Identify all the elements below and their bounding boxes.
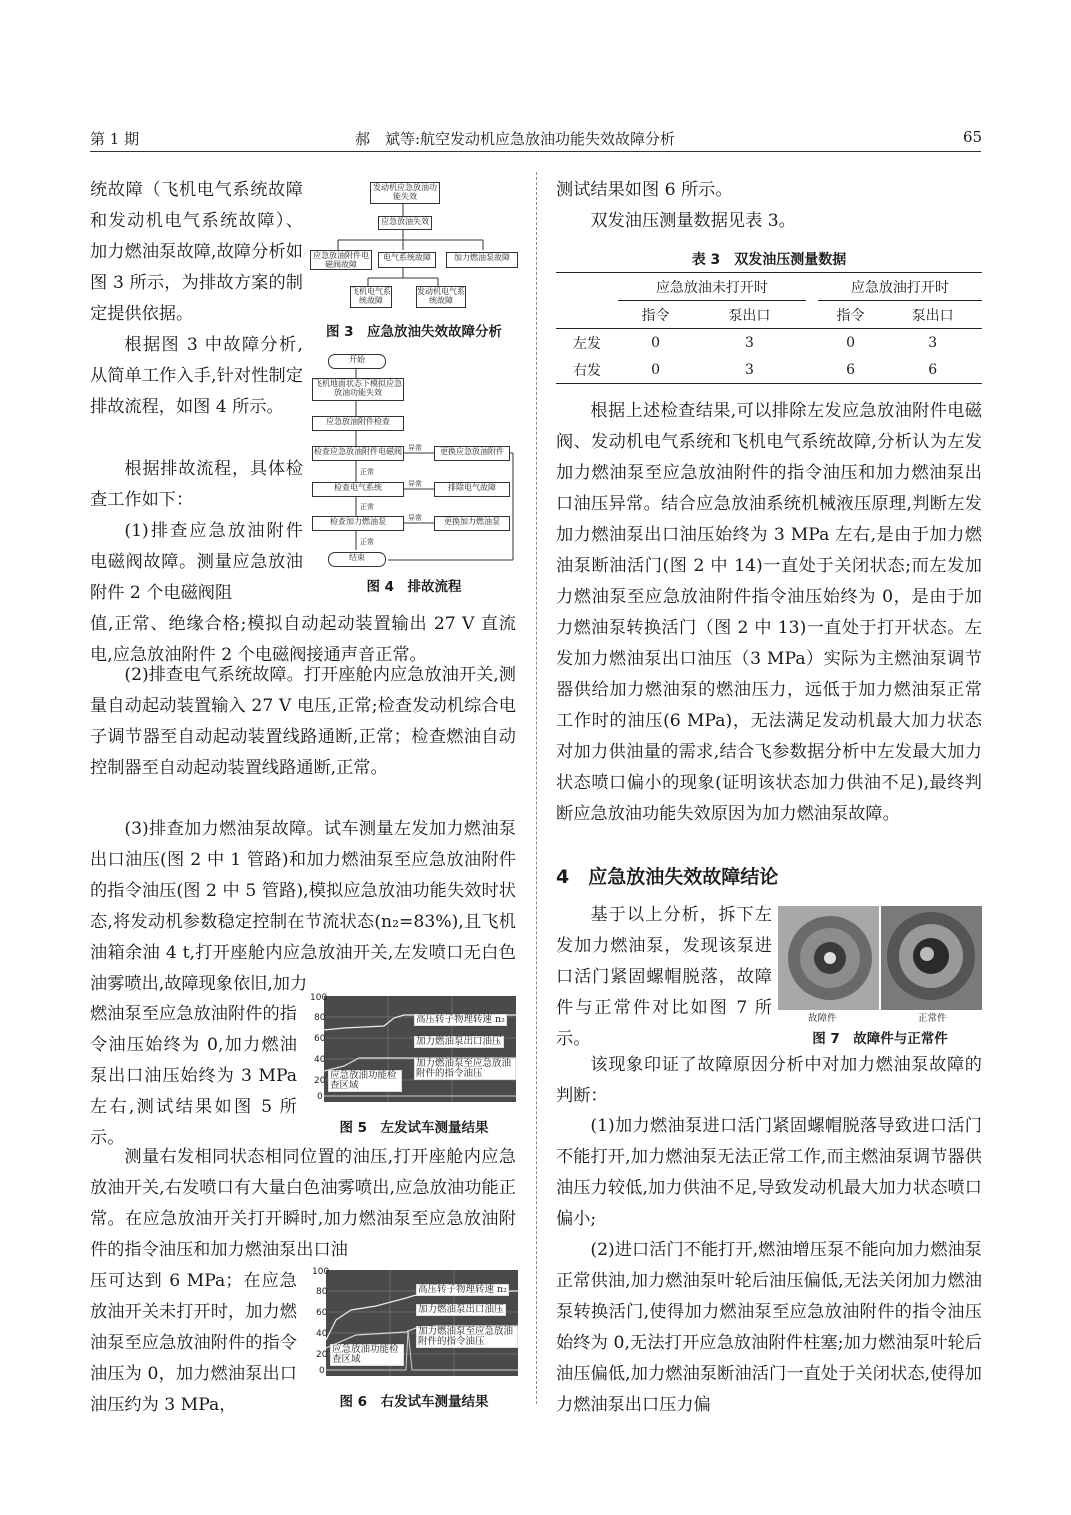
table-gap [806, 301, 818, 329]
fig6-label-check-area: 应急放油功能检查区域 [330, 1344, 404, 1366]
fig4-end: 结束 [328, 552, 386, 567]
table-cell: 6 [846, 361, 856, 378]
page-number: 65 [963, 128, 983, 146]
figure-5-caption: 图 5 左发试车测量结果 [339, 1120, 489, 1136]
left-para-2: 根据图 3 中故障分析,从简单工作入手,针对性制定排故流程，如图 4 所示。 [90, 335, 303, 417]
right-para-5: 该现象印证了故障原因分析中对加力燃油泵故障的判断： [556, 1055, 982, 1106]
fig6-ytick: 20 [316, 1350, 328, 1360]
fig7-label-faulty: 故障件 [808, 1013, 837, 1024]
table-row [556, 356, 982, 384]
fig4-step-1: 飞机地面状态下模拟应急放油功能失效 [312, 378, 404, 401]
fig4-step-5: 检查加力燃油泵 [312, 516, 404, 531]
fig5-label-command: 加力燃油泵至应急放油附件的指令油压 [414, 1058, 516, 1080]
figure-5-plot [306, 993, 516, 1112]
fig6-xtick: 10:16:00 [396, 1376, 437, 1386]
right-para-6: (1)加力燃油泵进口活门紧固螺帽脱落导致进口活门不能打开,加力燃油泵无法正常工作,而主燃油泵调节器供油压力较低,加力供油不足,导致发动机最大加力状态喷口偏小; [556, 1116, 982, 1229]
right-para-2: 双发油压测量数据见表 3。 [590, 211, 796, 231]
fig5-ytick: 20 [314, 1076, 326, 1086]
fig4-bad-3: 异常 [408, 514, 422, 522]
table-cell: 3 [744, 361, 754, 378]
fig4-ok-2: 正常 [360, 503, 374, 511]
table-subheader: 指令 [641, 307, 670, 324]
table-row-name: 右发 [573, 362, 601, 379]
right-para-1: 测试结果如图 6 所示。 [556, 180, 733, 200]
fig4-start: 开始 [328, 354, 386, 369]
fig6-ytick: 0 [319, 1366, 325, 1376]
left-para-6: (3)排查加力燃油泵故障。试车测量左发加力燃油泵出口油压(图 2 中 1 管路)和加力燃油泵至应急放油附件的指令油压(图 2 中 5 管路),模拟应急放油功能失效时状态,将发动机参数稳定控制在节流状态(n₂=83%),且飞机油箱余油 4 t,打开座舱内应急放油开关,左发喷口无白色油雾喷出,故障现象依旧,加力 [90, 819, 516, 994]
fig5-xtick: 09:00:00 [394, 1102, 435, 1112]
table-cell: 3 [744, 334, 754, 351]
fig7-faulty-part [778, 906, 879, 1010]
table-cell: 0 [846, 334, 856, 351]
fig3-child-1: 飞机电气系统故障 [350, 286, 392, 308]
table-corner [556, 273, 618, 301]
fig4-bad-1: 异常 [408, 444, 422, 452]
left-para-8: 测量右发相同状态相同位置的油压,打开座舱内应急放油开关,右发喷口有大量白色油雾喷出,应急放油功能正常。在应急放油开关打开瞬时,加力燃油泵至应急放油附件的指令油压和加力燃油泵出口油 [90, 1147, 516, 1260]
fig4-step-4: 检查电气系统 [312, 482, 404, 497]
table-3-grid [556, 272, 982, 384]
fig6-ytick: 60 [316, 1308, 328, 1318]
table-cell: 0 [651, 361, 660, 378]
fig3-top-box: 发动机应急放油功能失效 [370, 182, 440, 204]
table-subheader-row [556, 301, 982, 329]
table-3 [556, 272, 982, 384]
fig5-ytick: 100 [310, 993, 328, 1003]
fig4-remedy-3: 更换加力燃油泵 [434, 516, 510, 531]
fig4-remedy-2: 排除电气故障 [434, 482, 510, 497]
fig5-ytick: 80 [314, 1013, 326, 1023]
figure-6-plot [308, 1267, 518, 1386]
left-para-1: 统故障（飞机电气系统故障和发动机电气系统故障）、加力燃油泵故障,故障分析如图 3 所示，为排故方案的制定提供依据。 [90, 180, 303, 324]
left-para-4b: 值,正常、绝缘合格;模拟自动起动装置输出 27 V 直流电,应急放油附件 2 个电磁阀接通声音正常。 [90, 614, 516, 665]
figure-4-caption: 图 4 排故流程 [366, 579, 462, 595]
table-subheader: 指令 [836, 307, 865, 324]
table-group-header: 应急放油打开时 [818, 273, 982, 301]
fig3-branch-3: 加力燃油泵故障 [446, 252, 518, 268]
table-group-header: 应急放油未打开时 [618, 273, 806, 301]
fig7-normal-part [881, 906, 982, 1010]
table-cell: 6 [928, 361, 938, 378]
left-para-4a: (1)排查应急放油附件电磁阀故障。测量应急放油附件 2 个电磁阀阻 [90, 521, 303, 603]
figure-7-caption: 图 7 故障件与正常件 [812, 1031, 948, 1047]
table-3-title: 表 3 双发油压测量数据 [691, 252, 847, 268]
section-heading-4: 4 应急放油失效故障结论 [556, 866, 779, 888]
figure-7-photos [778, 906, 982, 1022]
fig4-remedy-1: 更换应急放油附件 [434, 446, 510, 461]
table-row [556, 329, 982, 357]
table-cell: 3 [928, 334, 938, 351]
left-para-9: 压可达到 6 MPa；在应急放油开关未打开时，加力燃油泵至应急放油附件的指令油压为 0，加力燃油泵出口油压约为 3 MPa， [90, 1271, 297, 1415]
table-subheader: 泵出口 [911, 307, 954, 324]
fig5-xtick: 09:04:00 [458, 1102, 499, 1112]
figure-3-diagram [308, 180, 520, 315]
fig6-ytick: 40 [316, 1329, 328, 1339]
figure-6-caption: 图 6 右发试车测量结果 [339, 1394, 489, 1410]
column-divider [536, 172, 537, 1404]
table-cell: 0 [651, 334, 660, 351]
right-para-4: 基于以上分析，拆下左发加力燃油泵，发现该泵进口活门紧固螺帽脱落，故障件与正常件对比如图 7 所示。 [556, 905, 772, 1049]
figure-4-flowchart [308, 350, 520, 572]
figure-3-caption: 图 3 应急放油失效故障分析 [325, 324, 503, 340]
left-para-7: 燃油泵至应急放油附件的指令油压始终为 0,加力燃油泵出口油压始终为 3 MPa 左右,测试结果如图 5 所示。 [90, 1004, 297, 1148]
table-subheader: 泵出口 [728, 307, 771, 324]
right-para-7: (2)进口活门不能打开,燃油增压泵不能向加力燃油泵正常供油,加力燃油泵叶轮后油压偏低,无法关闭加力燃油泵转换活门,使得加力燃油泵至应急放油附件的指令油压始终为 0,无法打开应急放油附件柱塞;加力燃油泵叶轮后油压偏低,加力燃油泵断油活门一直处于关闭状态,使得加力燃油泵出口压力偏 [556, 1240, 982, 1415]
fig5-label-check-area: 应急放油功能检查区域 [328, 1070, 402, 1092]
fig6-label-command: 加力燃油泵至应急放油附件的指令油压 [416, 1326, 518, 1348]
fig3-child-2: 发动机电气系统故障 [416, 286, 466, 308]
table-gap [806, 329, 818, 357]
fig7-label-normal: 正常件 [918, 1013, 947, 1024]
fig6-ytick: 80 [316, 1287, 328, 1297]
table-gap [806, 356, 818, 384]
fig5-ytick: 0 [317, 1092, 323, 1102]
left-para-5: (2)排查电气系统故障。打开座舱内应急放油开关,测量自动起动装置输入 27 V 电压,正常;检查发动机综合电子调节器至自动起动装置线路通断,正常；检查燃油自动控制器至自动起动装置线路通断,正常。 [90, 665, 516, 778]
table-corner [556, 301, 618, 329]
running-title: 郝 斌等:航空发动机应急放油功能失效故障分析 [355, 130, 676, 148]
right-para-3: 根据上述检查结果,可以排除左发应急放油附件电磁阀、发动机电气系统和飞机电气系统故障,分析认为左发加力燃油泵至应急放油附件的指令油压和加力燃油泵出口油压异常。结合应急放油系统机械液压原理,判断左发加力燃油泵出口油压始终为 3 MPa 左右,是由于加力燃油泵断油活门(图 2 中 14)一直处于关闭状态;而左发加力燃油泵至应急放油附件指令油压始终为 0，是由于加力燃油泵转换活门（图 2 中 13)一直处于打开状态。左发加力燃油泵出口油压（3 MPa）实际为主燃油泵调节器供给加力燃油泵的燃油压力，远低于加力燃油泵正常工作时的油压(6 MPa)，无法满足发动机最大加力状态对加力供油量的需求,结合飞参数据分析中左发最大加力状态喷口偏小的现象(证明该状态加力供油不足),最终判断应急放油功能失效原因为加力燃油泵故障。 [556, 401, 982, 824]
fig5-label-n2: 高压转子物理转速 n₂ [416, 1014, 505, 1025]
fig4-step-3: 检查应急放油附件电磁阀 [312, 446, 404, 461]
fig4-ok-1: 正常 [360, 468, 374, 476]
header-rule [90, 151, 981, 152]
fig5-ytick: 60 [314, 1034, 326, 1044]
fig6-label-n2: 高压转子物理转速 n₂ [418, 1284, 507, 1295]
fig7-normal-photo [881, 906, 982, 1010]
fig5-xtick: 08:56:00 [330, 1102, 371, 1112]
fig5-label-pump-outlet: 加力燃油泵出口油压 [416, 1036, 502, 1047]
table-header-row [556, 273, 982, 301]
fig4-ok-3: 正常 [360, 538, 374, 546]
left-para-3: 根据排故流程，具体检查工作如下： [90, 459, 303, 510]
fig4-bad-2: 异常 [408, 480, 422, 488]
fig3-mid-box: 应急放油失效 [378, 216, 432, 230]
fig6-xtick: 10:20:00 [460, 1376, 501, 1386]
fig6-xtick: 10:12:00 [332, 1376, 373, 1386]
fig5-ytick: 40 [314, 1055, 326, 1065]
journal-issue: 第 1 期 [90, 130, 140, 148]
fig3-branch-1: 应急放油附件电磁阀故障 [310, 250, 372, 270]
fig3-branch-2: 电气系统故障 [378, 252, 436, 268]
table-gap [806, 273, 818, 301]
fig7-faulty-photo [778, 906, 879, 1010]
table-row-name: 左发 [573, 335, 601, 352]
fig4-step-2: 应急放油附件检查 [312, 416, 404, 431]
fig6-ytick: 100 [312, 1267, 330, 1277]
fig6-label-pump-outlet: 加力燃油泵出口油压 [418, 1304, 504, 1315]
